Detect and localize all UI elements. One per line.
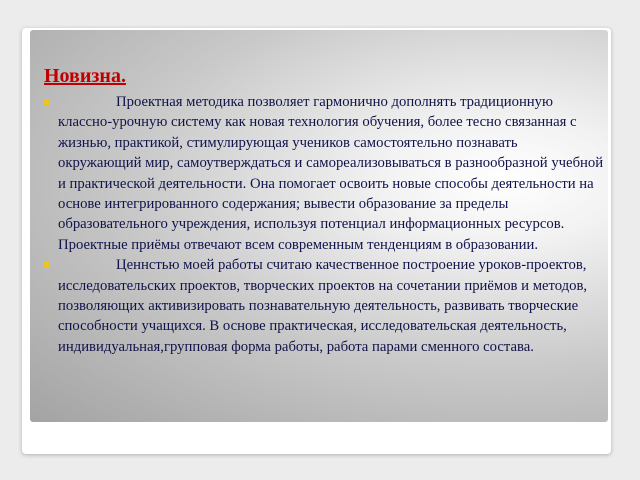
bullet-square-icon — [44, 99, 49, 105]
slide-content — [44, 64, 604, 357]
bullet-item-novelty — [44, 92, 604, 255]
bullet-text: Проектная методика позволяет гармонично дополнять традиционную классно-урочную систему как новая технология обучения, более тесно связанная с жизнью, практикой, стимулирующая учеников самостоятельно познавать окружающий мир, самоутверждаться и самореализовываться в разнообразной учебной и практической деятельности. Она помогает освоить новые способы деятельности на основе интегрированного содержания; вывести образование за пределы образовательного учреждения, используя потенциал информационных ресурсов. Проектные приёмы отвечают всем современным тенденциям в образовании. — [58, 94, 604, 253]
bullet-square-icon — [44, 262, 49, 268]
bullet-text: Ценнстью моей работы считаю качественное построение уроков-проектов, исследовательских проектов, творческих проектов на сочетании приёмов и методов, позволяющих активизировать познавательную деятельность, развивать творческие способности учащихся. В основе практическая, исследовательская деятельность, индивидуальная,групповая форма работы, работа парами сменного состава. — [58, 257, 588, 355]
bullet-item-value — [44, 255, 604, 357]
bullet-list — [44, 92, 604, 357]
slide-title: Новизна. — [44, 65, 126, 87]
